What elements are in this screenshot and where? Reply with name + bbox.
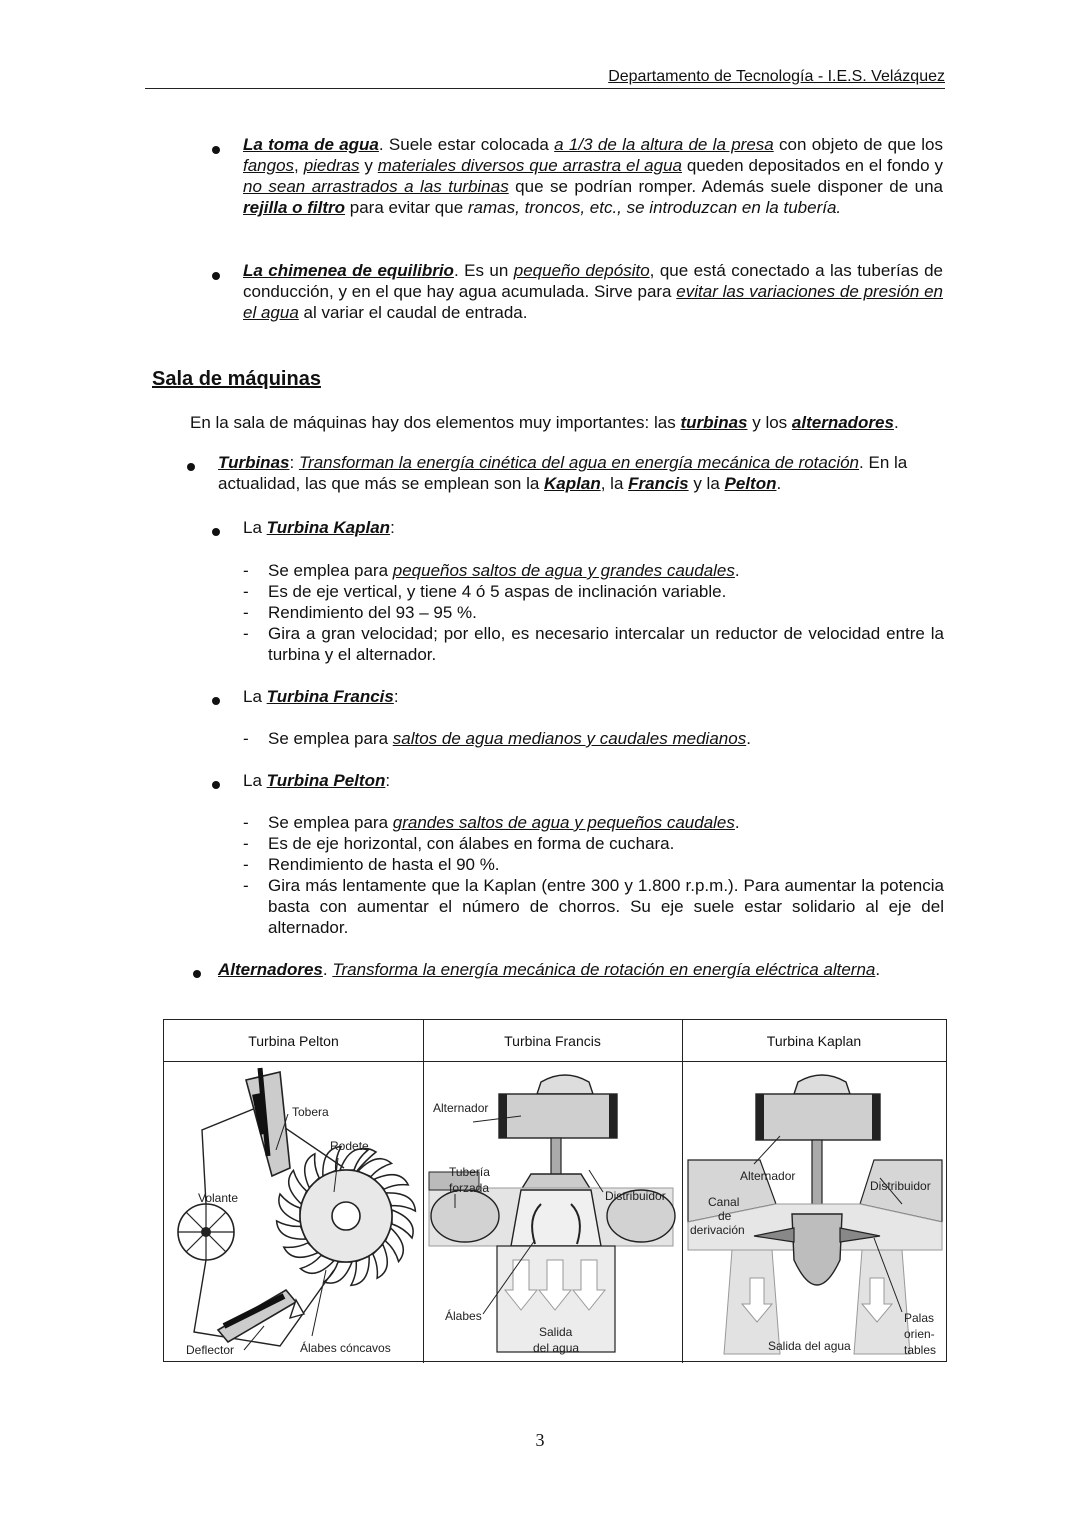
pelton-diagram bbox=[164, 1064, 422, 1360]
label-derivacion: derivación bbox=[690, 1223, 745, 1237]
kaplan-item: Rendimiento del 93 – 95 %. bbox=[268, 603, 477, 622]
tobera-nozzle bbox=[246, 1072, 290, 1176]
header-text: Departamento de Tecnología - I.E.S. Velázquez bbox=[608, 68, 945, 85]
kaplan-item: Se emplea para pequeños saltos de agua y grandes caudales. bbox=[268, 561, 740, 580]
section-title: Sala de máquinas bbox=[152, 368, 321, 390]
distribuidor bbox=[511, 1190, 601, 1246]
label-tables: tables bbox=[904, 1343, 937, 1357]
label-palas: Palas bbox=[904, 1311, 935, 1325]
label-tobera: Tobera bbox=[292, 1105, 329, 1119]
alternadores-title: Alternadores bbox=[218, 960, 323, 979]
chimenea-paragraph: La chimenea de equilibrio. Es un pequeño depósito, que está conectado a las tuberías de conducción, y en el que hay agua acumulada. Sirve para evitar las variaciones de presión en el agua al variar el caudal de entrada. bbox=[243, 261, 944, 322]
rodete-hub bbox=[332, 1202, 360, 1230]
label-tuberia: Tubería bbox=[449, 1165, 490, 1179]
label-distribuidor: Distribuidor bbox=[870, 1179, 931, 1193]
page-header bbox=[145, 66, 945, 89]
page-number: 3 bbox=[535, 1430, 545, 1450]
alternadores-paragraph: Alternadores. Transforma la energía mecánica de rotación en energía eléctrica alterna. bbox=[218, 960, 881, 979]
alternador-body bbox=[756, 1094, 880, 1140]
label-salida-agua: Salida del agua bbox=[768, 1339, 851, 1353]
label-distribuidor: Distribuidor bbox=[605, 1189, 666, 1203]
label-volante: Volante bbox=[198, 1191, 239, 1205]
francis-diagram bbox=[425, 1064, 681, 1360]
rodete-kaplan bbox=[792, 1214, 842, 1285]
kaplan-item: Gira a gran velocidad; por ello, es necesario intercalar un reductor de velocidad entre la turbina y el alternador. bbox=[268, 624, 944, 664]
francis-heading: La Turbina Francis: bbox=[243, 687, 399, 706]
label-del-agua: del agua bbox=[533, 1341, 580, 1355]
sala-intro: En la sala de máquinas hay dos elementos muy importantes: las turbinas y los alternadores. bbox=[190, 413, 899, 432]
label-canal: Canal bbox=[708, 1195, 740, 1209]
kaplan-diagram bbox=[684, 1064, 946, 1360]
label-orien: orien- bbox=[904, 1327, 935, 1341]
bullet bbox=[212, 781, 220, 789]
label-alabes-concavos: Álabes cóncavos bbox=[300, 1341, 391, 1355]
turbines-figure bbox=[163, 1019, 947, 1362]
bullet bbox=[187, 463, 195, 471]
chimenea-title: La chimenea de equilibrio bbox=[243, 261, 454, 280]
label-de: de bbox=[718, 1209, 732, 1223]
pelton-heading: La Turbina Pelton: bbox=[243, 771, 391, 790]
label-deflector: Deflector bbox=[186, 1343, 235, 1357]
bullet bbox=[212, 146, 220, 154]
toma-paragraph: La toma de agua. Suele estar colocada a 1/3 de la altura de la presa con objeto de que los fangos, piedras y materiales diversos que arrastra el agua queden depositados en el fondo y no sean arrastrados a las turbinas que se podrían romper. Además suele disponer de una rejilla o filtro para evitar que ramas, troncos, etc., se introduzcan en la tubería. bbox=[243, 135, 943, 217]
turbinas-title: Turbinas bbox=[218, 453, 290, 472]
figure-header-francis: Turbina Francis bbox=[423, 1020, 682, 1062]
pelton-item: Es de eje horizontal, con álabes en forma de cuchara. bbox=[268, 834, 675, 853]
label-forzada: forzada bbox=[449, 1181, 490, 1195]
pelton-item: Rendimiento de hasta el 90 %. bbox=[268, 855, 500, 874]
label-alabes: Álabes bbox=[445, 1309, 482, 1323]
kaplan-item: Es de eje vertical, y tiene 4 ó 5 aspas de inclinación variable. bbox=[268, 582, 727, 601]
figure-header-pelton: Turbina Pelton bbox=[164, 1020, 423, 1062]
figure-header-kaplan: Turbina Kaplan bbox=[682, 1020, 946, 1062]
bullet bbox=[212, 528, 220, 536]
bullet bbox=[193, 970, 201, 978]
label-salida: Salida bbox=[539, 1325, 573, 1339]
francis-item: Se emplea para saltos de agua medianos y caudales medianos. bbox=[268, 729, 751, 748]
label-alternador: Alternador bbox=[433, 1101, 489, 1115]
alternador-body bbox=[499, 1094, 617, 1138]
pelton-item: Gira más lentamente que la Kaplan (entre 300 y 1.800 r.p.m.). Para aumentar la potencia basta con aumentar el número de chorros. Su eje suele estar solidario al eje del alternador. bbox=[268, 876, 944, 937]
bullet bbox=[212, 697, 220, 705]
document-page: Departamento de Tecnología - I.E.S. Velázquez La toma de agua. Suele estar colocada a 1/3 de la altura de la presa con objeto de que los fangos, piedras y materiales diversos que arrastra el agua queden depositados en el fondo y no sean arrastrados a las turbinas que se podrían romper. Además suele disponer de una rejilla o filtro para evitar que ramas, troncos, etc., se introduzcan en la tubería. La chimenea de equilibrio. Es un pequeño depósito, que está conectado a las tuberías de conducción, y en el que hay agua acumulada. Sirve para evitar las variaciones de presión en el agua al variar el caudal de entrada. Sala de máquinas En la sala de máquinas hay dos elementos muy importantes: las turbinas y los alternadores. Turbinas: Transforman la energía cinética del agua en energía mecánica de rotación. En la actualidad, las que más se emplean son la Kaplan, la Francis y la Pelton. La Turbina Kaplan: - Se emplea para pequeños saltos de agua y grandes caudales. - Es de eje vertical, y tiene 4 ó 5 aspas de inclinación variable. - Rendimiento del 93 – 95 %. - Gira a gran velocidad; por ello, es necesario intercalar un reductor de velocidad entre la turbina y el alternador. La Turbina Francis: - Se emplea para saltos de agua medianos y caudales medianos. La Turbina Pelton: - Se emplea para grandes saltos de agua y pequeños caudales. - Es de eje horizontal, con álabes en forma de cuchara. - Rendimiento de hasta el 90 %. - Gira más lentamente que la Kaplan (entre 300 y 1.800 r.p.m.). Para aumentar la potencia basta con aumentar el número de chorros. Su eje suele estar solidario al eje del alternador. Alternadores. Transforma la energía mecánica de rotación en energía eléctrica alterna. Turbina Pelton Turbina Francis Turbina Kaplan Tobera Rodete Volante Deflector Álabes cóncavos Alternador Tubería forzada Distribuidor Álabes Salida del agua Alternador Distribuidor Canal de derivación Palas orien- tables Salida del agua 3 bbox=[0, 0, 1080, 1526]
pelton-item: Se emplea para grandes saltos de agua y pequeños caudales. bbox=[268, 813, 740, 832]
turbinas-paragraph: Turbinas: Transforman la energía cinética del agua en energía mecánica de rotación. En la actualidad, las que más se emplean son la Kaplan, la Francis y la Pelton. bbox=[218, 453, 908, 493]
toma-title: La toma de agua bbox=[243, 135, 379, 154]
kaplan-heading: La Turbina Kaplan: bbox=[243, 518, 395, 537]
label-rodete: Rodete bbox=[330, 1139, 369, 1153]
label-alternador: Alternador bbox=[740, 1169, 796, 1183]
bullet bbox=[212, 272, 220, 280]
